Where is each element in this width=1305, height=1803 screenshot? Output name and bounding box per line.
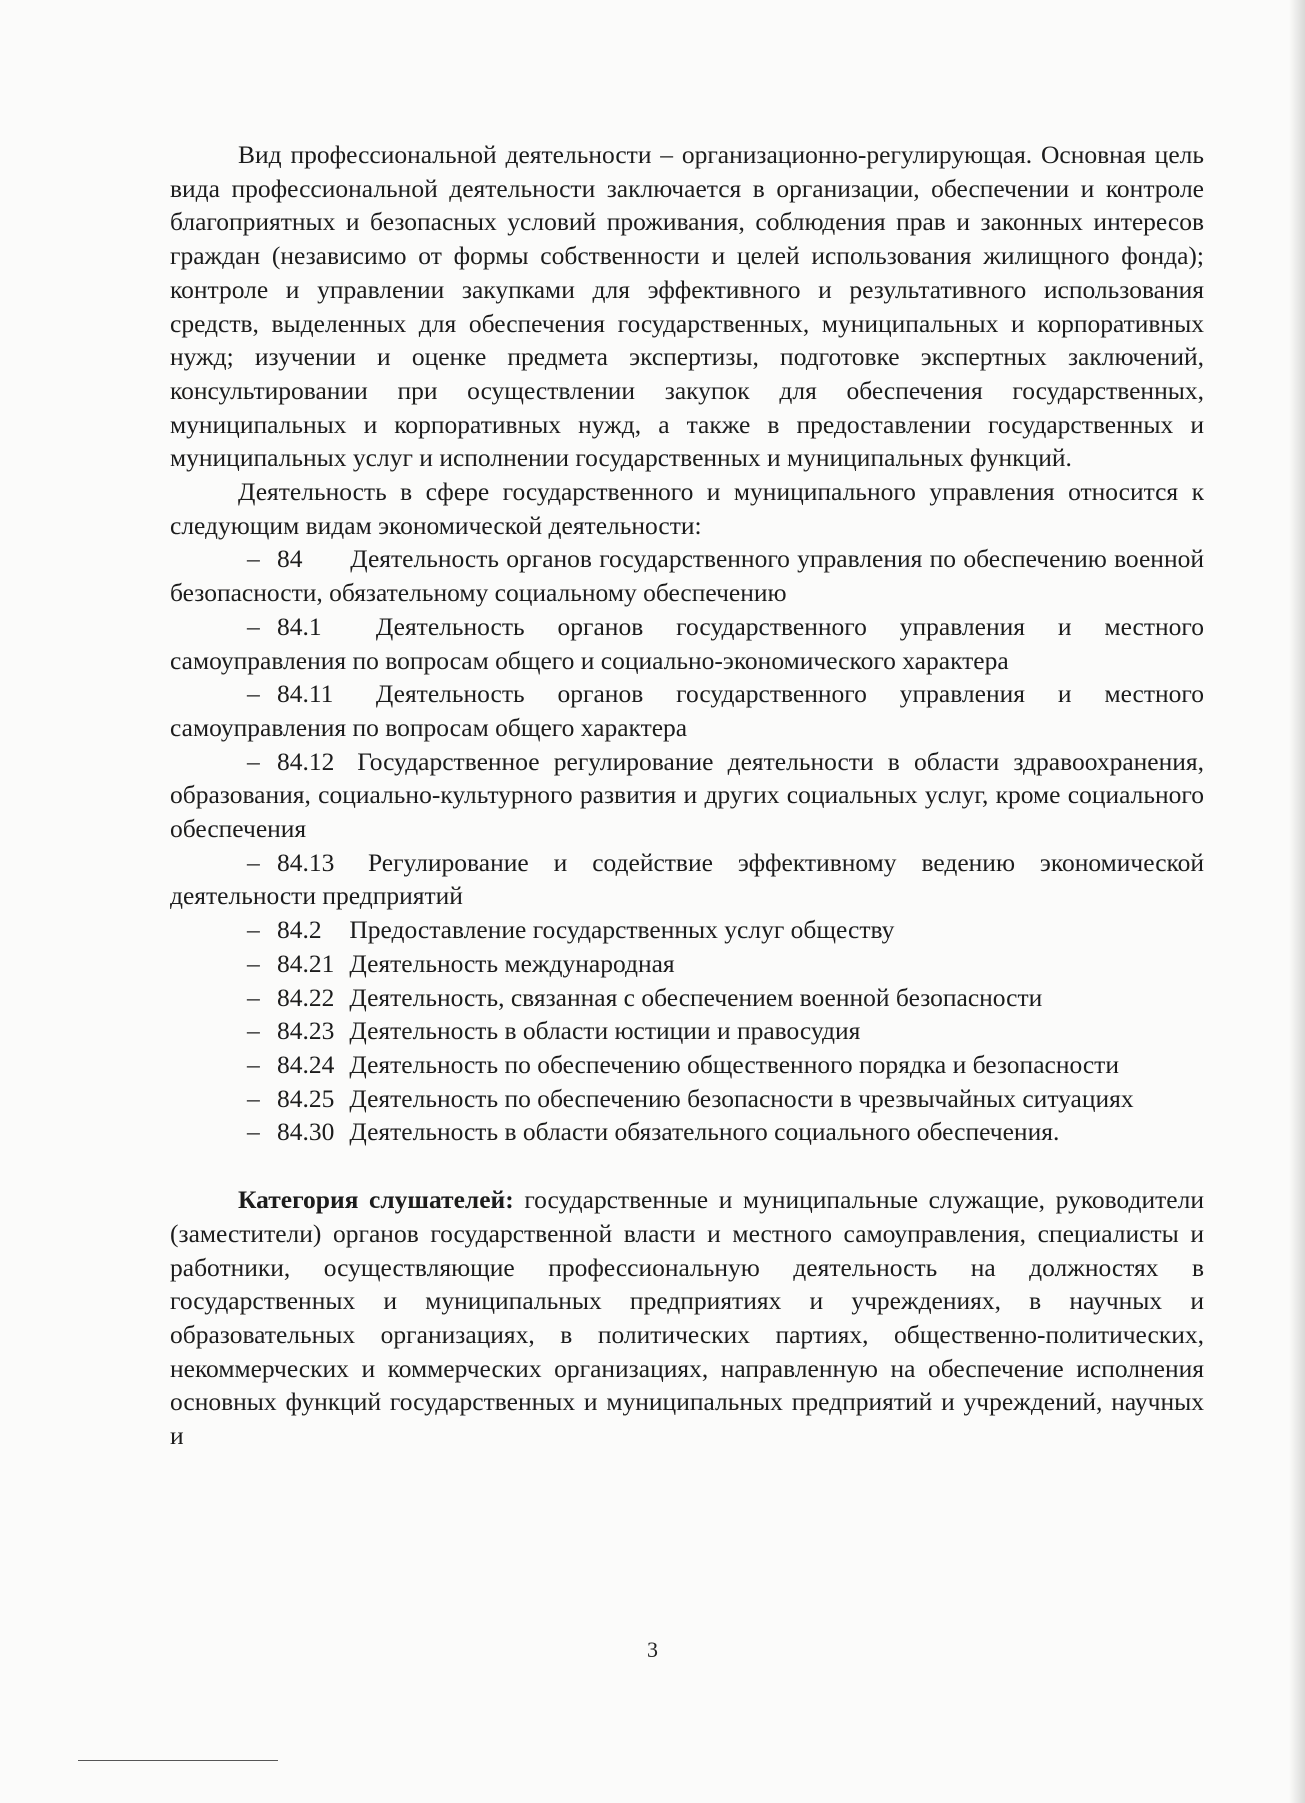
activity-text: Деятельность, связанная с обеспечением военной безопасности <box>349 982 1043 1012</box>
activity-code: 84 <box>277 544 303 574</box>
activity-item <box>170 677 1204 744</box>
activity-text: Деятельность органов государственного управления по обеспечению военной безопасности, обязательному социальному обеспечению <box>170 544 1204 608</box>
activity-text: Деятельность органов государственного управления и местного самоуправления по вопросам общего и социально-экономического характера <box>170 611 1204 675</box>
list-dash: – <box>247 915 260 945</box>
activity-code: 84.22 <box>277 982 335 1012</box>
activity-code: 84.21 <box>277 948 335 978</box>
list-dash: – <box>247 611 260 641</box>
list-dash: – <box>247 847 260 877</box>
audience-paragraph <box>170 1183 1204 1453</box>
activity-item <box>170 981 1204 1015</box>
activity-code: 84.12 <box>277 746 335 776</box>
activity-text: Деятельность в области обязательного социального обеспечения. <box>349 1117 1060 1147</box>
audience-text: государственные и муниципальные служащие, руководители (заместители) органов государственной власти и местного самоуправления, специалисты и работники, осуществляющие профессиональную деятельность на должностях в государственных и муниципальных предприятиях и учреждениях, в научных и образовательных организациях, в политических партиях, общественно-политических, некоммерческих и коммерческих организациях, направленную на обеспечение исполнения основных функций государственных и муниципальных предприятий и учреждений, научных и <box>170 1185 1204 1451</box>
audience-label: Категория слушателей: <box>238 1185 514 1215</box>
activity-item <box>170 1082 1204 1116</box>
page-number: 3 <box>647 1637 658 1662</box>
activity-text: Деятельность международная <box>349 948 675 978</box>
activity-item <box>170 610 1204 677</box>
list-dash: – <box>247 1016 260 1046</box>
activity-text: Регулирование и содействие эффективному ведению экономической деятельности предприятий <box>170 847 1204 911</box>
activity-code: 84.24 <box>277 1049 335 1079</box>
list-dash: – <box>247 1049 260 1079</box>
activity-item <box>170 846 1204 913</box>
activity-item <box>170 947 1204 981</box>
list-dash: – <box>247 746 260 776</box>
activity-item <box>170 542 1204 609</box>
activity-item <box>170 745 1204 846</box>
activity-item <box>170 1115 1204 1149</box>
section-gap <box>170 1149 1204 1183</box>
document-body <box>170 138 1204 1453</box>
page-edge-shadow <box>1289 0 1305 1803</box>
activity-code: 84.11 <box>277 679 334 709</box>
activity-item <box>170 1048 1204 1082</box>
activity-list <box>170 542 1204 1149</box>
activity-intro-paragraph: Деятельность в сфере государственного и муниципального управления относится к следующим видам экономической деятельности: <box>170 477 1204 540</box>
footnote-rule <box>78 1760 278 1761</box>
list-dash: – <box>247 1083 260 1113</box>
activity-text: Деятельность по обеспечению общественного порядка и безопасности <box>349 1049 1119 1079</box>
activity-text: Деятельность по обеспечению безопасности в чрезвычайных ситуациях <box>349 1083 1134 1113</box>
activity-code: 84.23 <box>277 1016 335 1046</box>
list-dash: – <box>247 1117 260 1147</box>
activity-item <box>170 913 1204 947</box>
activity-text: Деятельность в области юстиции и правосудия <box>349 1016 861 1046</box>
activity-code: 84.2 <box>277 915 322 945</box>
list-dash: – <box>247 544 260 574</box>
activity-text: Деятельность органов государственного управления и местного самоуправления по вопросам общего характера <box>170 679 1204 742</box>
activity-code: 84.30 <box>277 1117 335 1147</box>
activity-item <box>170 1014 1204 1048</box>
activity-code: 84.25 <box>277 1083 335 1113</box>
activity-code: 84.1 <box>277 611 322 641</box>
list-dash: – <box>247 679 260 709</box>
activity-code: 84.13 <box>277 847 335 877</box>
activity-text: Предоставление государственных услуг обществу <box>349 915 895 945</box>
list-dash: – <box>247 948 260 978</box>
intro-paragraph: Вид профессиональной деятельности – организационно-регулирующая. Основная цель вида профессиональной деятельности заключается в организации, обеспечении и контроле благоприятных и безопасных условий проживания, соблюдения прав и законных интересов граждан (независимо от формы собственности и целей использования жилищного фонда); контроле и управлении закупками для эффективного и результативного использования средств, выделенных для обеспечения государственных, муниципальных и корпоративных нужд; изучении и оценке предмета экспертизы, подготовке экспертных заключений, консультировании при осуществлении закупок для обеспечения государственных, муниципальных и корпоративных нужд, а также в предоставлении государственных и муниципальных услуг и исполнении государственных и муниципальных функций. <box>170 140 1204 473</box>
list-dash: – <box>247 982 260 1012</box>
activity-text: Государственное регулирование деятельности в области здравоохранения, образования, социально-культурного развития и других социальных услуг, кроме социального обеспечения <box>170 746 1204 844</box>
